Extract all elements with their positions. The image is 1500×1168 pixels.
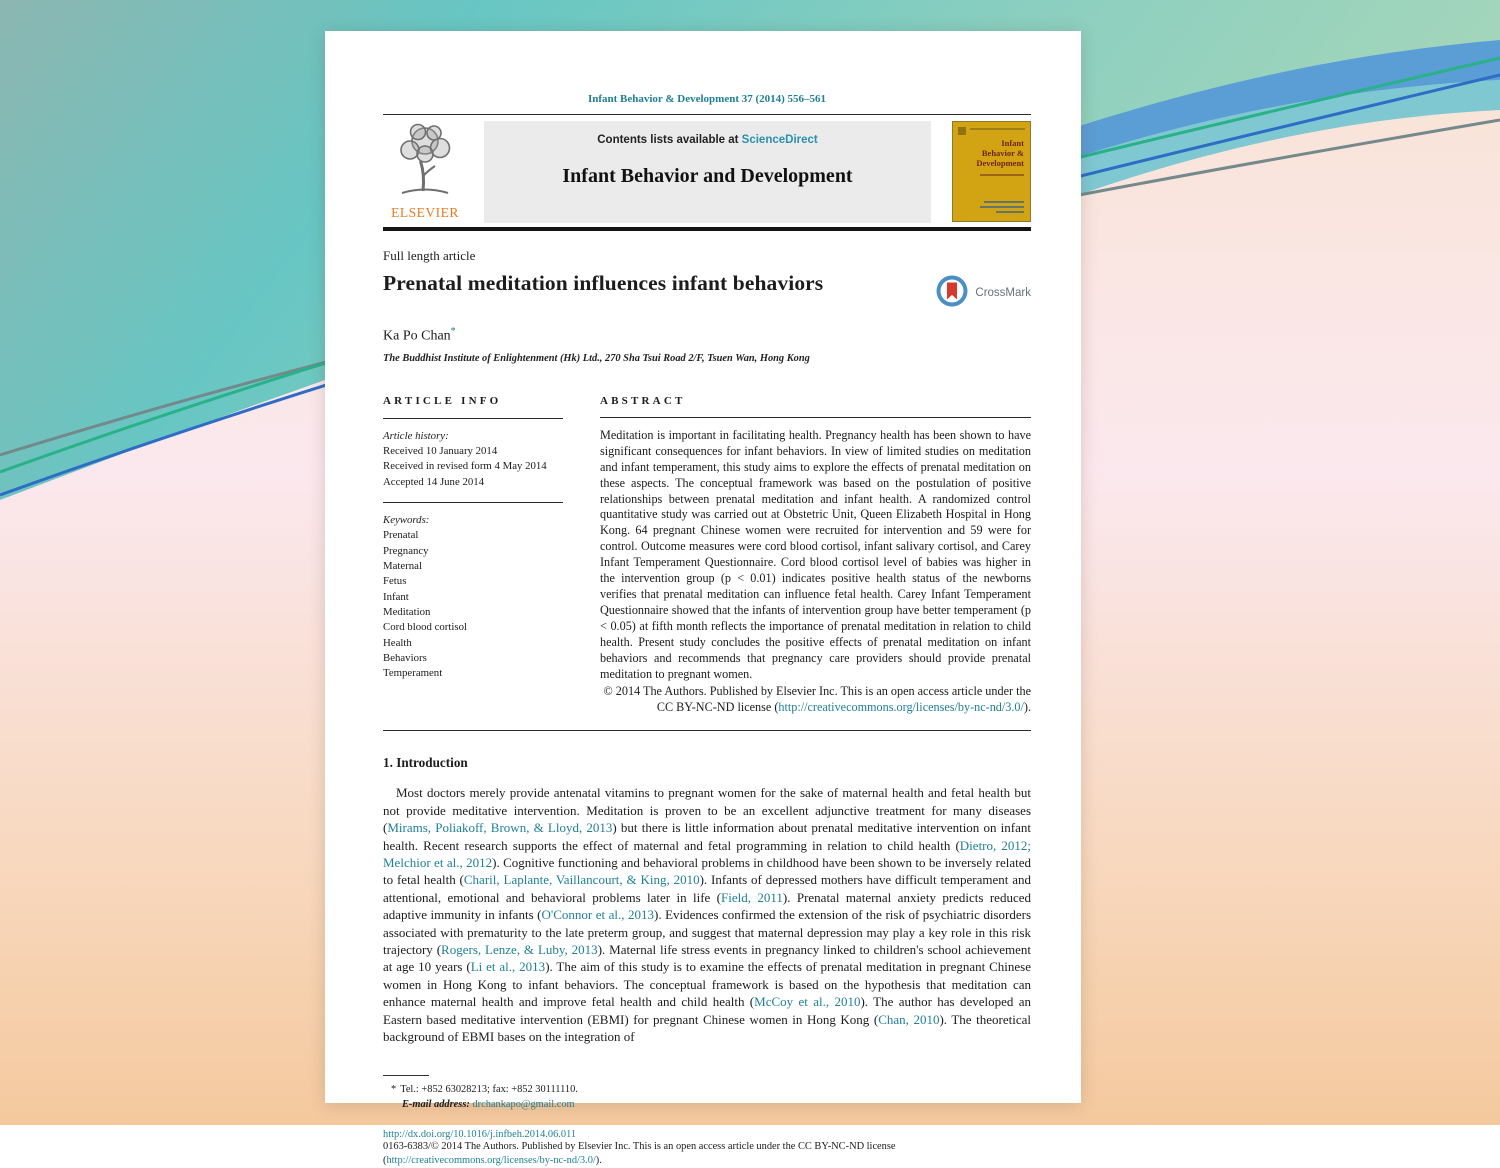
inline-link[interactable]: Field, 2011 (721, 889, 783, 905)
inline-link[interactable]: Li et al., 2013 (470, 959, 546, 975)
cover-text-placeholder (980, 174, 1024, 176)
footnote-email (383, 1098, 1031, 1113)
journal-banner (383, 121, 1031, 223)
text-segment: ). Cognitive functioning and behavioral problems in childhood have been shown to be inversely related to fetal health ( (383, 854, 1031, 888)
keyword: Meditation (383, 606, 431, 619)
author-name: Ka Po Chan (383, 328, 451, 344)
text-segment: ). Evidences confirmed the extension of the risk of psychiatric disorders associated with prematurity to the late preterm group, and suggest that maternal depression may play a key role in this risk trajectory ( (383, 907, 1032, 957)
corresponding-author-mark[interactable]: * (450, 325, 456, 337)
text-segment: © 2014 The Authors. Published by Elsevier Inc. This is an open access article under the CC BY-NC-ND license ( (603, 684, 1031, 715)
keyword: Behaviors (383, 652, 427, 665)
divider (383, 114, 1031, 115)
elsevier-logo (383, 121, 467, 223)
license-line (383, 1140, 901, 1168)
footnote-block (383, 1075, 1031, 1112)
doi-link[interactable]: http://dx.doi.org/10.1016/j.infbeh.2014.06.011 (383, 1128, 577, 1140)
cover-logo-placeholder (958, 127, 966, 135)
divider (383, 502, 563, 503)
article-info-column (383, 394, 563, 716)
text-segment: ). Prenatal maternal anxiety predicts reduced adaptive immunity in infants ( (383, 889, 1031, 923)
cover-text-placeholder (980, 206, 1024, 208)
history-line: Accepted 14 June 2014 (383, 475, 485, 488)
section-heading-introduction: 1. Introduction (383, 755, 468, 771)
text-segment: Most doctors merely provide antenatal vitamins to pregnant women for the sake of maternal health and fetal health but not provide meditative intervention. Meditation is proven to be an excellent adjunctive treatment for many diseases ( (383, 785, 1031, 836)
inline-link[interactable]: http://creativecommons.org/licenses/by-nc-nd/3.0/ (778, 700, 1024, 715)
crossmark-badge[interactable] (934, 273, 1031, 314)
keyword: Pregnancy (383, 544, 429, 557)
title-row (383, 271, 1031, 313)
history-line: Received 10 January 2014 (383, 445, 498, 458)
journal-reference: Infant Behavior & Development 37 (2014) 556–561 (587, 93, 827, 105)
cover-text-placeholder (970, 128, 1025, 130)
doi-line (383, 1129, 1031, 1140)
keyword: Maternal (383, 560, 422, 573)
divider-thick (383, 227, 1031, 231)
article-title: Prenatal meditation influences infant behaviors (383, 270, 824, 295)
text-segment: ). (595, 1154, 602, 1166)
text-segment: ). The aim of this study is to examine the effects of prenatal meditation in pregnant Chinese women in Hong Kong to infant behaviors. The conceptual framework is based on the hypothesis that meditation can enhance maternal health and improve fetal health and child health ( (383, 959, 1031, 1010)
author-line (383, 326, 1031, 345)
abstract-column (600, 394, 1031, 716)
banner-center (484, 121, 931, 223)
keyword: Health (383, 636, 412, 649)
info-abstract-section (383, 394, 1031, 731)
inline-link[interactable]: Mirams, Poliakoff, Brown, & Lloyd, 2013 (387, 820, 613, 836)
abstract-body: Meditation is important in facilitating health. Pregnancy health has been shown to have significant consequences for infant behaviors. In view of limited studies on meditation and infant temperament, this study aims to explore the effects of prenatal meditation on these aspects. The conceptual framework was based on the postulation of positive relationships between prenatal meditation and infant health. A randomized control quantitative study was carried out at Obstetric Unit, Queen Elizabeth Hospital in Hong Kong. 64 pregnant Chinese women were recruited for intervention and 59 were for control. Outcome measures were cord blood cortisol, infant salivary cortisol, and Carey Infant Temperament Questionnaire. Cord blood cortisol level of babies was higher in the intervention group (p < 0.01) indicates positive health status of the newborns verifies that prenatal meditation can influence fetal health. Carey Infant Temperament Questionnaire showed that the infants of intervention group have better temperament (p < 0.05) at fifth month reflects the importance of prenatal meditation in relation to child health. Present study concludes the positive effects of prenatal meditation on infant behaviors and recommends that pregnancy care providers should provide prenatal meditation to pregnant women. (600, 427, 1031, 682)
text-segment: ). Infants of depressed mothers have difficult temperament and attentional, emotional and behavioral problems later in life ( (383, 872, 1031, 905)
contents-line (484, 134, 931, 146)
article-type-label: Full length article (383, 247, 476, 263)
inline-link[interactable]: O'Connor et al., 2013 (541, 907, 655, 923)
inline-link[interactable]: Dietro, 2012; Melchior et al., 2012 (383, 837, 1032, 870)
keyword: Temperament (383, 667, 443, 680)
text-segment: ). (1023, 700, 1031, 715)
elsevier-wordmark: ELSEVIER (391, 205, 459, 220)
history-line: Received in revised form 4 May 2014 (383, 460, 547, 473)
crossmark-icon (934, 273, 970, 314)
inline-link[interactable]: http://creativecommons.org/licenses/by-nc-nd/3.0/ (386, 1154, 596, 1166)
keyword: Fetus (383, 575, 407, 588)
divider (600, 417, 1031, 418)
cover-text-placeholder (996, 211, 1024, 213)
abstract-copyright (600, 684, 1031, 716)
sciencedirect-link[interactable]: ScienceDirect (741, 134, 818, 146)
keyword: Infant (383, 590, 409, 603)
footnote-tel-text: Tel.: +852 63028213; fax: +852 30111110. (400, 1084, 578, 1096)
footnote-marker: * (391, 1084, 397, 1096)
inline-link[interactable]: Charil, Laplante, Vaillancourt, & King, 2010 (463, 872, 700, 888)
keywords-label: Keywords: (383, 514, 430, 527)
inline-link[interactable]: McCoy et al., 2010 (754, 994, 861, 1010)
elsevier-tree-icon (390, 121, 460, 204)
email-link[interactable]: drchankapo@gmail.com (472, 1098, 575, 1110)
text-segment: 0163-6383/© 2014 The Authors. Published by Elsevier Inc. This is an open access article under the CC BY-NC-ND license ( (383, 1140, 896, 1166)
keyword: Prenatal (383, 529, 419, 542)
text-segment: ) but there is little information about prenatal meditative intervention on infant health. Recent research supports the effect of maternal and fetal programming in relation to child health ( (383, 820, 1032, 853)
text-segment: ). The theoretical background of EBMI bases on the integration of (383, 1011, 1031, 1044)
text-segment: ). Maternal life stress events in pregnancy linked to children's school achievement at age 10 years ( (383, 941, 1031, 975)
cover-text-placeholder (984, 201, 1024, 203)
article-info-heading: ARTICLE INFO (383, 395, 502, 408)
introduction-paragraph (383, 784, 1031, 1045)
keyword: Cord blood cortisol (383, 621, 467, 634)
divider (383, 418, 563, 419)
footnote-telephone (383, 1083, 1031, 1098)
journal-cover-thumbnail (952, 121, 1031, 222)
author-affiliation: The Buddhist Institute of Enlightenment (Hk) Ltd., 270 Sha Tsui Road 2/F, Tsuen Wan, Hong Kong (383, 353, 810, 365)
inline-link[interactable]: Chan, 2010 (878, 1011, 940, 1027)
abstract-heading: ABSTRACT (600, 395, 686, 408)
text-segment: ). The author has developed an Eastern based meditative intervention (EBMI) for pregnant Chinese women in Hong Kong ( (383, 994, 1032, 1027)
article-history-label: Article history: (383, 429, 449, 442)
journal-title: Infant Behavior and Development (562, 165, 853, 187)
cover-title: Infant Behavior & Development (976, 138, 1024, 169)
crossmark-label: CrossMark (975, 287, 1031, 299)
inline-link[interactable]: Rogers, Lenze, & Luby, 2013 (441, 941, 598, 957)
footnote-divider (383, 1075, 429, 1076)
contents-line-text: Contents lists available at (597, 134, 742, 146)
email-label: E-mail address: (402, 1098, 470, 1110)
paper-page (325, 31, 1081, 1166)
